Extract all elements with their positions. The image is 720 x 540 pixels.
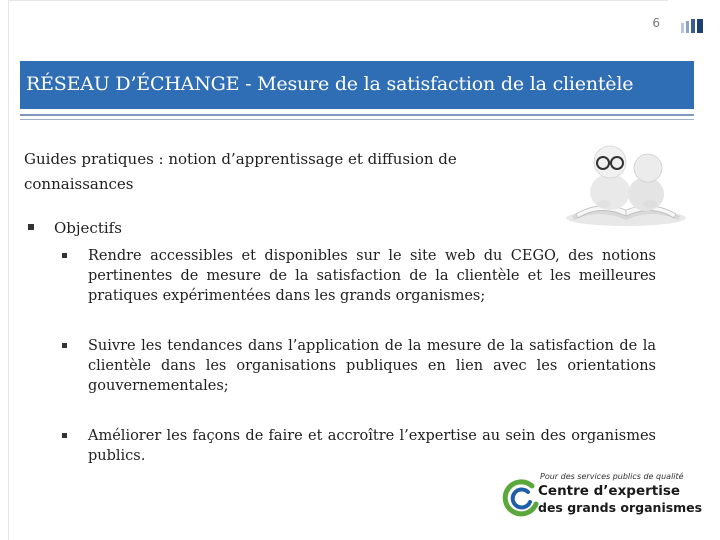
list-item-text: Améliorer les façons de faire et accroître l’expertise au sein des organismes publics. [88,428,656,464]
slide-title: RÉSEAU D’ÉCHANGE - Mesure de la satisfaction de la clientèle [26,73,634,95]
cego-logo [500,470,703,530]
title-divider-thin [20,119,694,120]
list-item-text: Suivre les tendances dans l’application de la mesure de la satisfaction de la clientèle dans les organisations publiques en lien avec les orientations gouvernementales; [88,338,656,394]
objectives-label: Objectifs [54,219,122,237]
corner-bars-icon [681,19,705,33]
square-bullet-icon [28,224,34,230]
title-divider [20,114,694,116]
cego-logo-mark-icon [502,478,542,518]
square-bullet-icon [62,343,67,348]
logo-name-line1: Centre d’expertise [538,483,681,499]
square-bullet-icon [62,253,67,258]
list-item-text: Rendre accessibles et disponibles sur le site web du CEGO, des notions pertinentes de mesure de la satisfaction de la clientèle et les meilleures pratiques expérimentées dans les grands organismes; [88,248,656,304]
section-subtitle: Guides pratiques : notion d’apprentissage et diffusion de connaissances [24,150,457,193]
page-number: 6 [652,16,660,30]
slide-frame-top [8,0,668,1]
logo-tagline: Pour des services publics de qualité [540,472,684,481]
reading-figures-illustration [560,130,692,230]
square-bullet-icon [62,433,67,438]
slide-frame-left [8,0,9,540]
title-bar [20,61,694,109]
logo-name-line2: des grands organismes [538,500,703,515]
